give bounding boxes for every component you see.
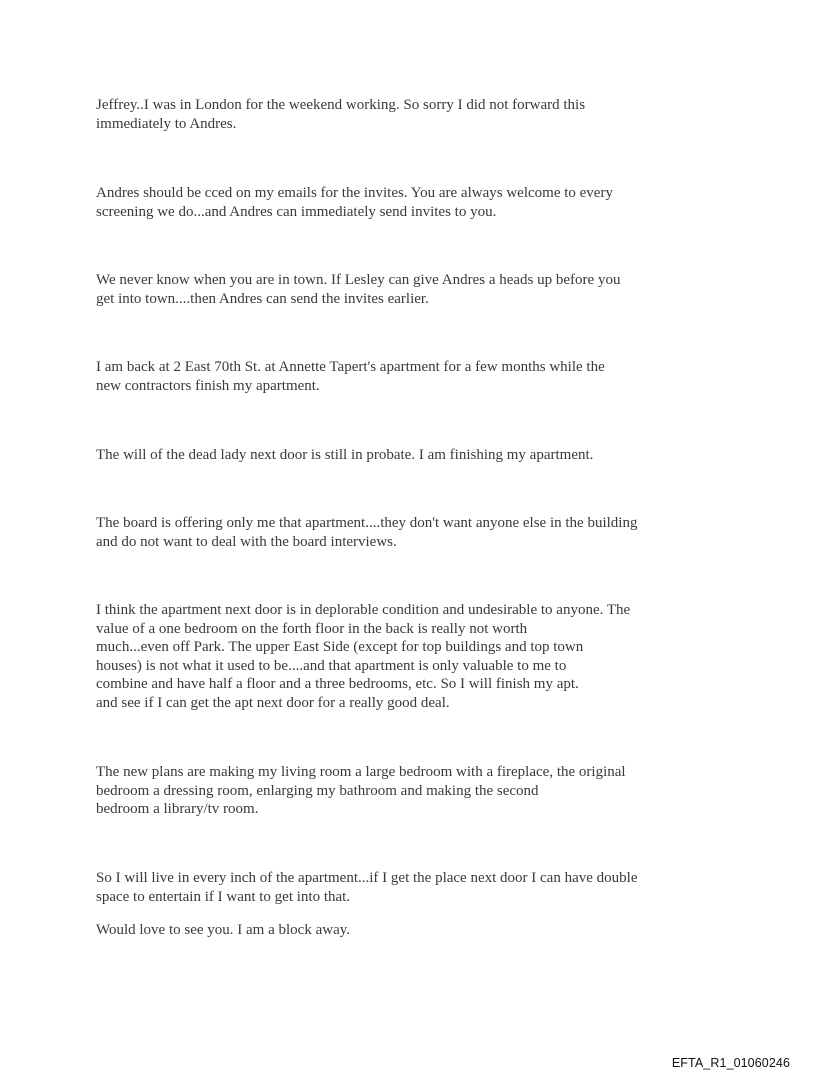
paragraph-line: bedroom a library/tv room. xyxy=(96,801,259,817)
paragraph-line: new contractors finish my apartment. xyxy=(96,377,320,394)
paragraph-line: combine and have half a floor and a three bedrooms, etc. So I will finish my apt. xyxy=(96,676,579,692)
paragraph-9 xyxy=(96,869,744,906)
paragraph-4 xyxy=(96,358,744,395)
paragraph-line: and do not want to deal with the board interviews. xyxy=(96,533,397,550)
paragraph-line: Jeffrey..I was in London for the weekend working. So sorry I did not forward this xyxy=(96,97,586,113)
paragraph-line: immediately to Andres. xyxy=(96,115,237,132)
paragraph-6 xyxy=(96,514,744,551)
paragraph-line: I am back at 2 East 70th St. at Annette Tapert's apartment for a few months while the xyxy=(96,359,605,375)
paragraph-line: The will of the dead lady next door is still in probate. I am finishing my apartment. xyxy=(96,447,594,463)
paragraph-10 xyxy=(96,921,744,940)
paragraph-line: The board is offering only me that apartment....they don't want anyone else in the building xyxy=(96,515,638,531)
document-id-stamp: EFTA_R1_01060246 xyxy=(671,1056,790,1070)
paragraph-5 xyxy=(96,446,744,465)
paragraph-line: space to entertain if I want to get into that. xyxy=(96,888,351,905)
paragraph-8 xyxy=(96,763,744,819)
paragraph-line: Andres should be cced on my emails for the invites. You are always welcome to every xyxy=(96,185,613,201)
paragraph-line: value of a one bedroom on the forth floor in the back is really not worth xyxy=(96,620,528,637)
paragraph-line: We never know when you are in town. If Lesley can give Andres a heads up before you xyxy=(96,272,621,288)
paragraph-7 xyxy=(96,601,744,712)
paragraph-line: houses) is not what it used to be....and that apartment is only valuable to me to xyxy=(96,657,567,674)
paragraph-2 xyxy=(96,184,744,221)
paragraph-line: The new plans are making my living room a large bedroom with a fireplace, the original xyxy=(96,764,626,780)
paragraph-line: and see if I can get the apt next door for a really good deal. xyxy=(96,694,450,711)
paragraph-3 xyxy=(96,271,744,308)
paragraph-line: much...even off Park. The upper East Side (except for top buildings and top town xyxy=(96,639,584,655)
paragraph-line: I think the apartment next door is in deplorable condition and undesirable to anyone. The xyxy=(96,602,631,618)
paragraph-line: get into town....then Andres can send the invites earlier. xyxy=(96,290,429,307)
paragraph-line: Would love to see you. I am a block away. xyxy=(96,922,350,938)
paragraph-1 xyxy=(96,96,744,133)
paragraph-line: screening we do...and Andres can immediately send invites to you. xyxy=(96,203,497,220)
paragraph-line: bedroom a dressing room, enlarging my bathroom and making the second xyxy=(96,782,539,799)
paragraph-line: So I will live in every inch of the apartment...if I get the place next door I can have double xyxy=(96,870,638,886)
